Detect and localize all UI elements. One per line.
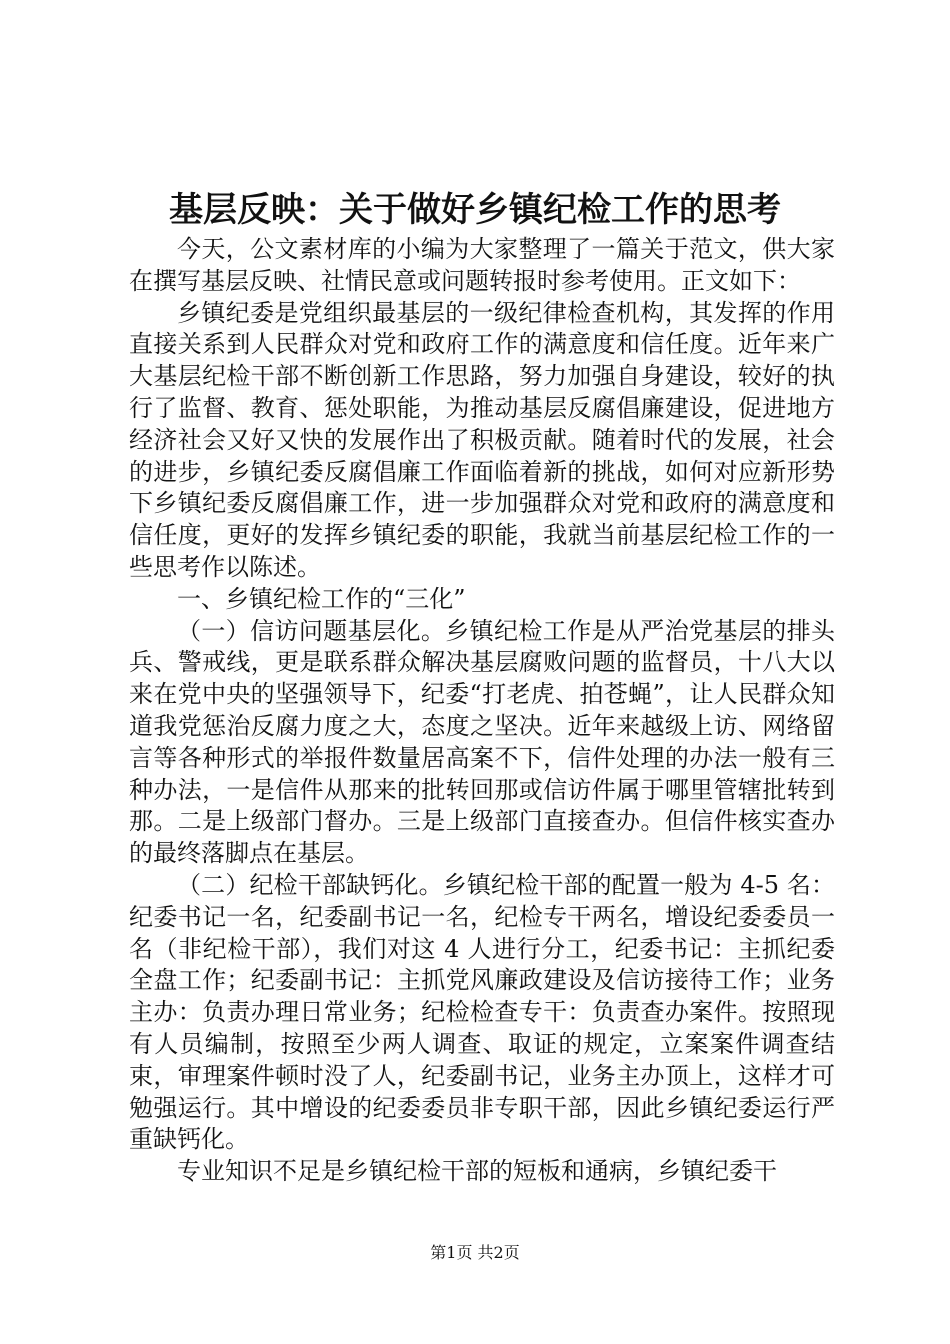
page-footer: 第1页 共2页 bbox=[430, 1243, 520, 1262]
paragraph-item-1: （一）信访问题基层化。乡镇纪检工作是从严治党基层的排头兵、警戒线，更是联系群众解决基层腐败问题的监督员，十八大以来在党中央的坚强领导下，纪委“打老虎、拍苍蝇”，让人民群众知道我党惩治反腐力度之大，态度之坚决。近年来越级上访、网络留言等各种形式的举报件数量居高案不下，信件处理的办法一般有三种办法，一是信件从那来的批转回那或信访件属于哪里管辖批转到那。二是上级部门督办。三是上级部门直接查办。但信件核实查办的最终落脚点在基层。 bbox=[129, 616, 835, 868]
paragraph-intro: 今天，公文素材库的小编为大家整理了一篇关于范文，供大家在撰写基层反映、社情民意或问题转报时参考使用。正文如下： bbox=[129, 235, 835, 295]
section-heading: 一、乡镇纪检工作的“三化” bbox=[177, 584, 466, 613]
paragraph-continued: 专业知识不足是乡镇纪检干部的短板和通病，乡镇纪委干 bbox=[177, 1157, 777, 1186]
document-title: 基层反映：关于做好乡镇纪检工作的思考 bbox=[169, 190, 781, 230]
document-body bbox=[129, 234, 835, 1188]
paragraph-item-2: （二）纪检干部缺钙化。乡镇纪检干部的配置一般为 4-5 名：纪委书记一名，纪委副书记一名，纪检专干两名，增设纪委委员一名（非纪检干部），我们对这 4 人进行分工，纪委书记：主抓纪委全盘工作；纪委副书记：主抓党风廉政建设及信访接待工作；业务主办：负责办理日常业务；纪检检查专干：负责查办案件。按照现有人员编制，按照至少两人调查、取证的规定，立案案件调查结束，审理案件顿时没了人，纪委副书记，业务主办顶上，这样才可勉强运行。其中增设的纪委委员非专职干部，因此乡镇纪委运行严重缺钙化。 bbox=[129, 870, 835, 1154]
paragraph-overview: 乡镇纪委是党组织最基层的一级纪律检查机构，其发挥的作用直接关系到人民群众对党和政府工作的满意度和信任度。近年来广大基层纪检干部不断创新工作思路，努力加强自身建设，较好的执行了监督、教育、惩处职能，为推动基层反腐倡廉建设，促进地方经济社会又好又快的发展作出了积极贡献。随着时代的发展，社会的进步，乡镇纪委反腐倡廉工作面临着新的挑战，如何对应新形势下乡镇纪委反腐倡廉工作，进一步加强群众对党和政府的满意度和信任度，更好的发挥乡镇纪委的职能，我就当前基层纪检工作的一些思考作以陈述。 bbox=[129, 298, 835, 581]
